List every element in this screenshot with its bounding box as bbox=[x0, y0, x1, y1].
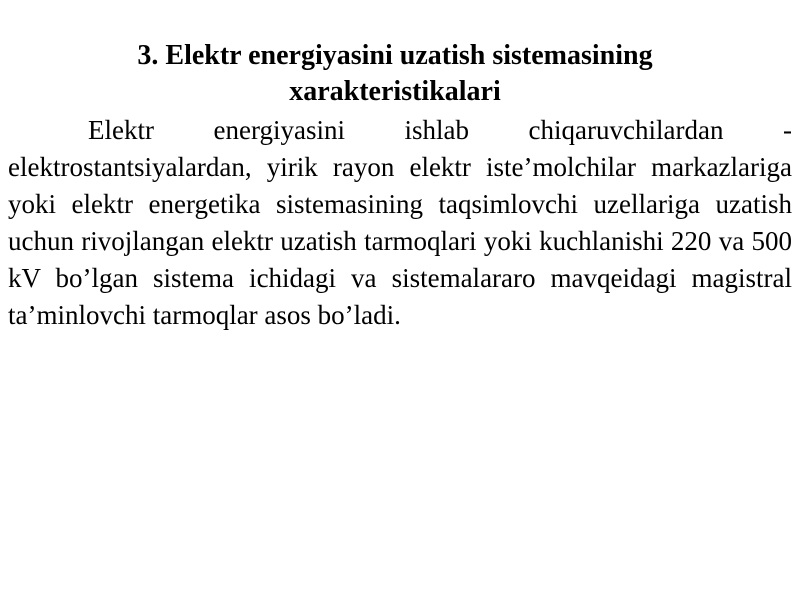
slide-title bbox=[0, 38, 790, 110]
title-line-1: 3. Elektr energiyasini uzatish sistemasining bbox=[137, 40, 653, 71]
body-paragraph: Elektr energiyasini ishlab chiqaruvchilardan - elektrostantsiyalardan, yirik rayon elektr iste’molchilar markazlariga yoki elektr energetika sistemasining taqsimlovchi uzellariga uzatish uchun rivojlangan elektr uzatish tarmoqlari yoki kuchlanishi 220 va 500 kV bo’lgan sistema ichidagi va sistemalararo mavqeidagi magistral ta’minlovchi tarmoqlar asos bo’ladi. bbox=[8, 115, 792, 330]
title-line-2: xarakteristikalari bbox=[289, 76, 501, 107]
